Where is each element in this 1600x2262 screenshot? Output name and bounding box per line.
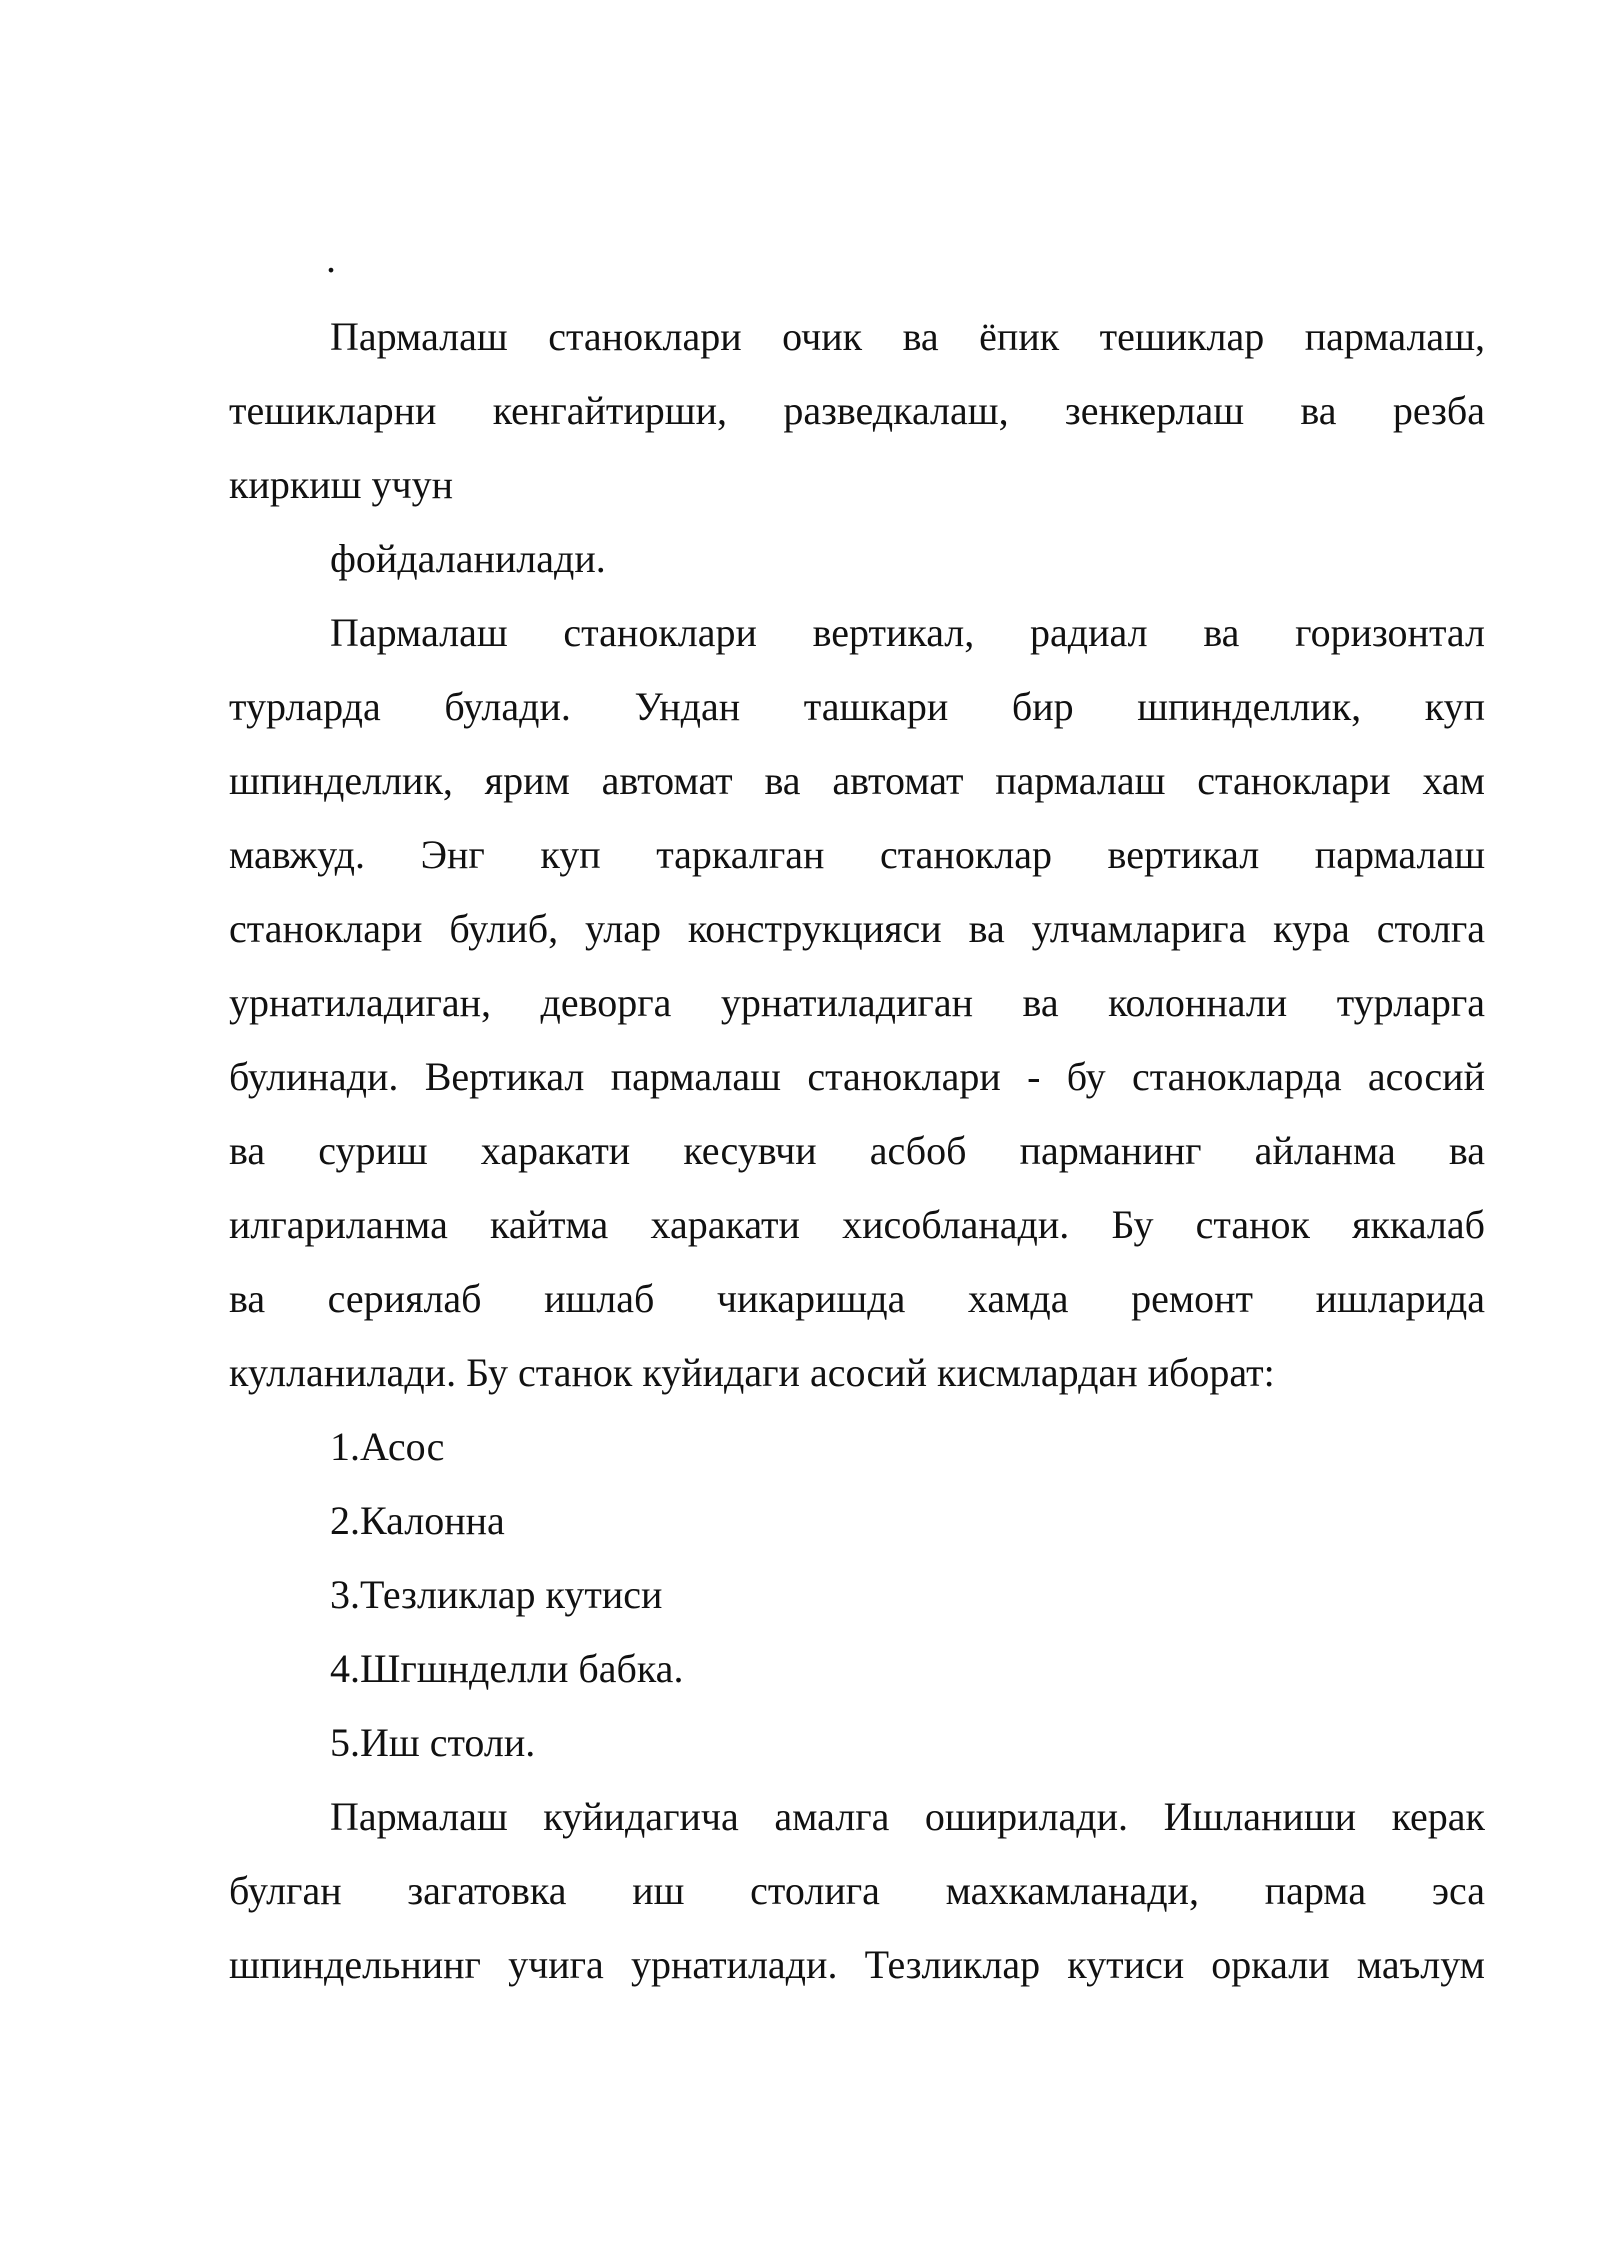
text-line: 3.Тезликлар кутиси — [330, 1572, 663, 1617]
text-line: илгариланма кайтма харакати хисобланади. Бу станок яккалаб — [229, 1202, 1485, 1247]
top-mark: . — [326, 236, 336, 281]
text-line: булинади. Вертикал пармалаш станоклари - бу станокларда асосий — [229, 1054, 1485, 1099]
text-line: станоклари булиб, улар конструкцияси ва улчамларига кура столга — [229, 906, 1485, 951]
text-line: урнатиладиган, деворга урнатиладиган ва колоннали турларга — [229, 980, 1485, 1025]
text-line: турларда булади. Ундан ташкари бир шпинделлик, куп — [229, 684, 1485, 729]
text-line: шпинделлик, ярим автомат ва автомат пармалаш станоклари хам — [229, 758, 1485, 803]
text-line: 1.Асос — [330, 1424, 445, 1469]
text-line: 4.Шгшнделли бабка. — [330, 1646, 684, 1691]
text-line: шпиндельнинг учига урнатилади. Тезликлар кутиси оркали маълум — [229, 1942, 1485, 1987]
text-line: Пармалаш куйидагича амалга оширилади. Ишланиши керак — [330, 1794, 1485, 1839]
text-line: Пармалаш станоклари вертикал, радиал ва горизонтал — [330, 610, 1485, 655]
text-line: 2.Калонна — [330, 1498, 505, 1543]
text-line: киркиш учун — [229, 462, 454, 507]
text-line: булган загатовка иш столига махкамланади, парма эса — [229, 1868, 1485, 1913]
text-line: фойдаланилади. — [330, 536, 606, 581]
text-line: ва сериялаб ишлаб чикаришда хамда ремонт ишларида — [229, 1276, 1485, 1321]
text-line: 5.Иш столи. — [330, 1720, 536, 1765]
text-line: тешикларни кенгайтирши, разведкалаш, зенкерлаш ва резба — [229, 388, 1485, 433]
text-line: кулланилади. Бу станок куйидаги асосий кисмлардан иборат: — [229, 1350, 1275, 1395]
text-line: ва суриш харакати кесувчи асбоб парманинг айланма ва — [229, 1128, 1485, 1173]
text-line: Пармалаш станоклари очик ва ёпик тешиклар пармалаш, — [330, 314, 1485, 359]
text-line: мавжуд. Энг куп таркалган станоклар вертикал пармалаш — [229, 832, 1485, 877]
